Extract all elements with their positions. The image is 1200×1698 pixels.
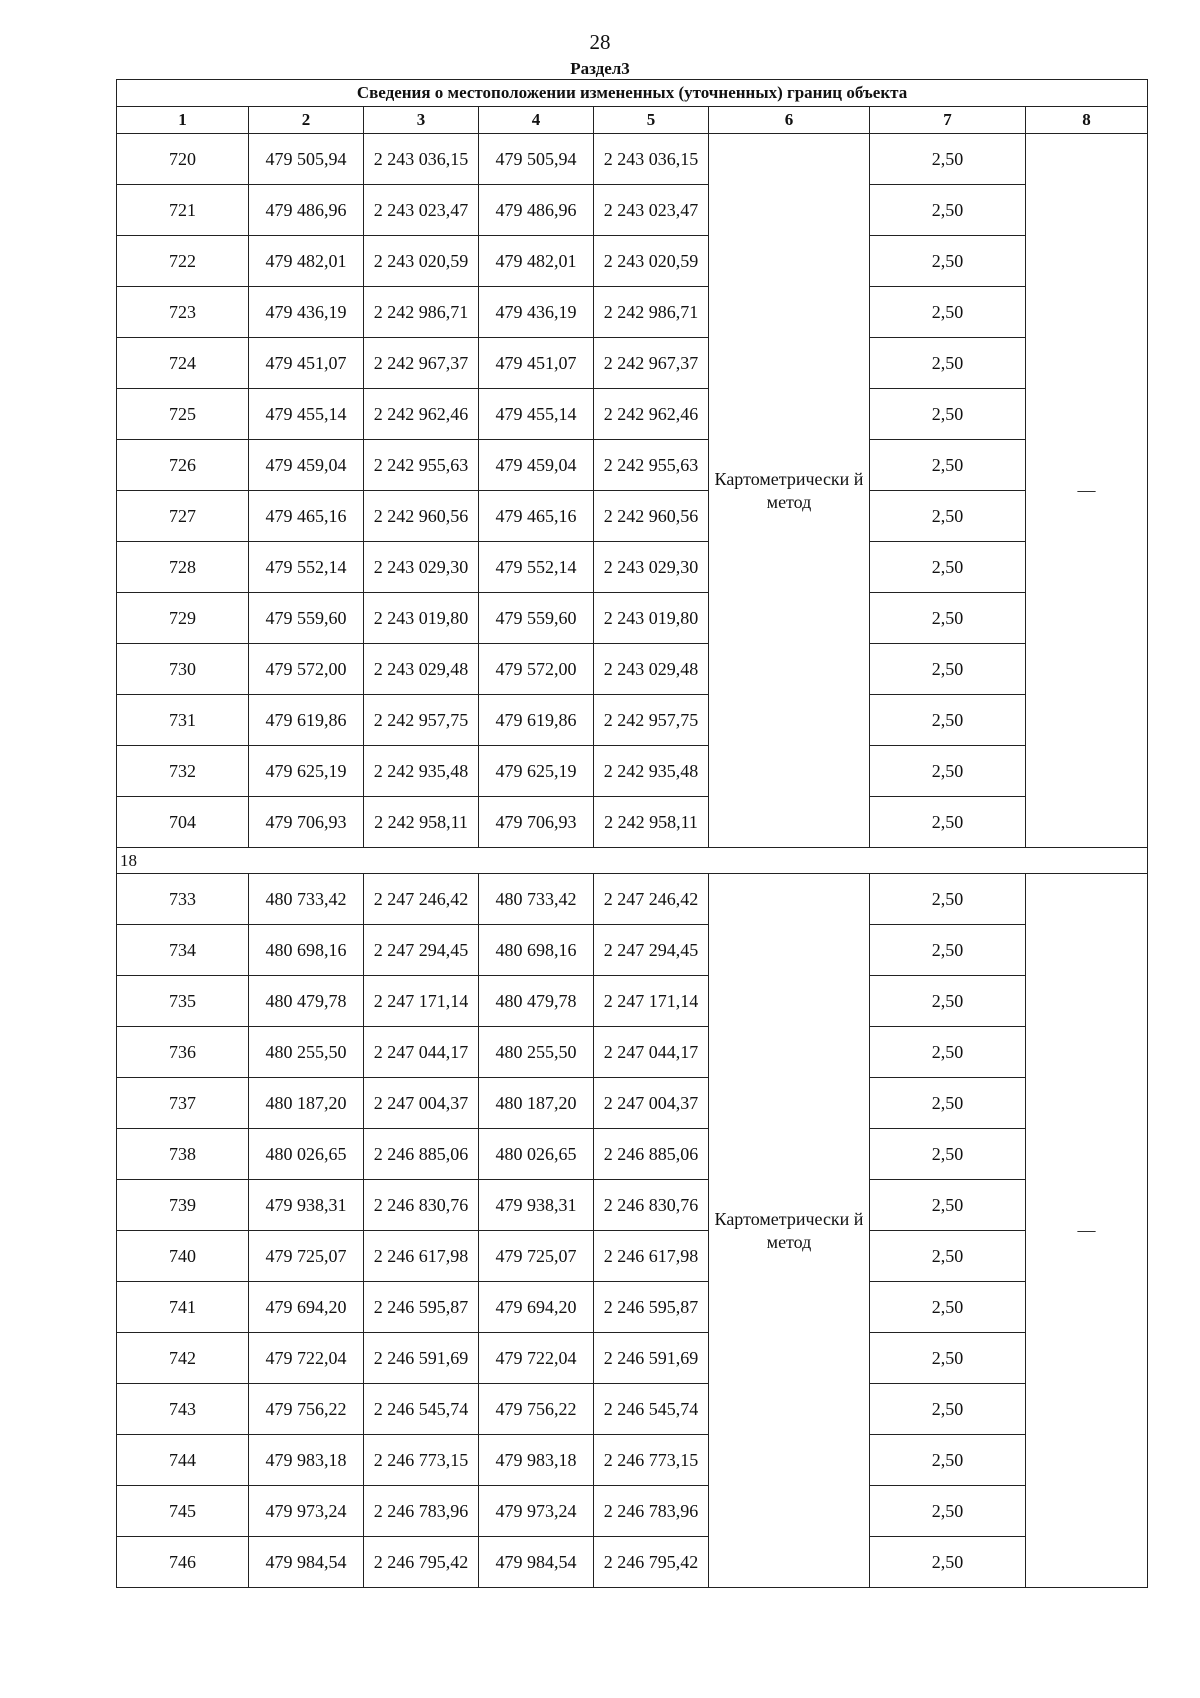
- table-row: [117, 925, 1148, 976]
- accuracy-cell: 2,50: [870, 440, 1026, 491]
- table-caption: Сведения о местоположении измененных (уточненных) границ объекта: [117, 80, 1148, 107]
- old-y-cell: 2 246 830,76: [364, 1180, 479, 1231]
- new-x-cell: 479 756,22: [479, 1384, 594, 1435]
- new-x-cell: 480 733,42: [479, 874, 594, 925]
- point-number-cell: 742: [117, 1333, 249, 1384]
- old-x-cell: 480 187,20: [249, 1078, 364, 1129]
- new-y-cell: 2 246 545,74: [594, 1384, 709, 1435]
- new-y-cell: 2 247 004,37: [594, 1078, 709, 1129]
- old-y-cell: 2 246 885,06: [364, 1129, 479, 1180]
- new-y-cell: 2 246 617,98: [594, 1231, 709, 1282]
- old-x-cell: 479 722,04: [249, 1333, 364, 1384]
- new-x-cell: 479 459,04: [479, 440, 594, 491]
- accuracy-cell: 2,50: [870, 1231, 1026, 1282]
- old-y-cell: 2 242 986,71: [364, 287, 479, 338]
- old-y-cell: 2 242 967,37: [364, 338, 479, 389]
- column-8-cell: —: [1026, 874, 1148, 1588]
- old-x-cell: 479 552,14: [249, 542, 364, 593]
- new-x-cell: 480 187,20: [479, 1078, 594, 1129]
- old-x-cell: 479 973,24: [249, 1486, 364, 1537]
- table-row: [117, 746, 1148, 797]
- new-x-cell: 479 505,94: [479, 134, 594, 185]
- table-row: [117, 338, 1148, 389]
- new-x-cell: 479 436,19: [479, 287, 594, 338]
- old-x-cell: 480 479,78: [249, 976, 364, 1027]
- old-y-cell: 2 247 004,37: [364, 1078, 479, 1129]
- table-row: [117, 440, 1148, 491]
- column-header: 4: [479, 107, 594, 134]
- accuracy-cell: 2,50: [870, 1078, 1026, 1129]
- table-row: [117, 644, 1148, 695]
- old-x-cell: 479 619,86: [249, 695, 364, 746]
- old-x-cell: 480 255,50: [249, 1027, 364, 1078]
- group-label: 18: [117, 848, 1148, 874]
- old-y-cell: 2 242 958,11: [364, 797, 479, 848]
- old-x-cell: 479 505,94: [249, 134, 364, 185]
- old-x-cell: 479 455,14: [249, 389, 364, 440]
- new-y-cell: 2 246 795,42: [594, 1537, 709, 1588]
- old-y-cell: 2 243 029,30: [364, 542, 479, 593]
- old-y-cell: 2 243 036,15: [364, 134, 479, 185]
- page-number: 28: [589, 30, 611, 54]
- old-y-cell: 2 242 962,46: [364, 389, 479, 440]
- old-x-cell: 479 983,18: [249, 1435, 364, 1486]
- accuracy-cell: 2,50: [870, 1486, 1026, 1537]
- new-y-cell: 2 246 591,69: [594, 1333, 709, 1384]
- new-x-cell: 479 984,54: [479, 1537, 594, 1588]
- new-x-cell: 480 479,78: [479, 976, 594, 1027]
- point-number-cell: 739: [117, 1180, 249, 1231]
- point-number-cell: 704: [117, 797, 249, 848]
- new-x-cell: 479 451,07: [479, 338, 594, 389]
- column-header: 6: [709, 107, 870, 134]
- old-x-cell: 480 733,42: [249, 874, 364, 925]
- old-y-cell: 2 246 773,15: [364, 1435, 479, 1486]
- new-y-cell: 2 247 171,14: [594, 976, 709, 1027]
- new-x-cell: 479 619,86: [479, 695, 594, 746]
- method-cell: Картометрически й метод: [709, 874, 870, 1588]
- point-number-cell: 746: [117, 1537, 249, 1588]
- new-x-cell: 479 572,00: [479, 644, 594, 695]
- new-y-cell: 2 246 885,06: [594, 1129, 709, 1180]
- table-caption-row: [117, 80, 1148, 107]
- point-number-cell: 720: [117, 134, 249, 185]
- coordinates-table: [116, 79, 1148, 1588]
- new-x-cell: 479 486,96: [479, 185, 594, 236]
- table-row: [117, 1027, 1148, 1078]
- table-row: [117, 797, 1148, 848]
- new-y-cell: 2 242 986,71: [594, 287, 709, 338]
- accuracy-cell: 2,50: [870, 134, 1026, 185]
- old-y-cell: 2 247 044,17: [364, 1027, 479, 1078]
- accuracy-cell: 2,50: [870, 976, 1026, 1027]
- table-row: [117, 976, 1148, 1027]
- old-y-cell: 2 247 294,45: [364, 925, 479, 976]
- old-x-cell: 479 694,20: [249, 1282, 364, 1333]
- new-y-cell: 2 243 029,48: [594, 644, 709, 695]
- table-row: [117, 185, 1148, 236]
- table-row: [117, 874, 1148, 925]
- old-x-cell: 479 725,07: [249, 1231, 364, 1282]
- accuracy-cell: 2,50: [870, 236, 1026, 287]
- new-y-cell: 2 243 020,59: [594, 236, 709, 287]
- new-y-cell: 2 242 967,37: [594, 338, 709, 389]
- new-y-cell: 2 247 294,45: [594, 925, 709, 976]
- old-x-cell: 480 026,65: [249, 1129, 364, 1180]
- old-x-cell: 479 938,31: [249, 1180, 364, 1231]
- new-x-cell: 479 625,19: [479, 746, 594, 797]
- column-header: 5: [594, 107, 709, 134]
- old-x-cell: 479 459,04: [249, 440, 364, 491]
- accuracy-cell: 2,50: [870, 491, 1026, 542]
- table-row: [117, 1537, 1148, 1588]
- new-y-cell: 2 242 962,46: [594, 389, 709, 440]
- new-x-cell: 479 482,01: [479, 236, 594, 287]
- old-y-cell: 2 243 019,80: [364, 593, 479, 644]
- table-body: [117, 80, 1148, 1588]
- point-number-cell: 745: [117, 1486, 249, 1537]
- new-y-cell: 2 242 960,56: [594, 491, 709, 542]
- accuracy-cell: 2,50: [870, 1537, 1026, 1588]
- table-row: [117, 236, 1148, 287]
- accuracy-cell: 2,50: [870, 1435, 1026, 1486]
- new-x-cell: 479 455,14: [479, 389, 594, 440]
- table-row: [117, 593, 1148, 644]
- point-number-cell: 741: [117, 1282, 249, 1333]
- new-x-cell: 479 694,20: [479, 1282, 594, 1333]
- accuracy-cell: 2,50: [870, 1180, 1026, 1231]
- accuracy-cell: 2,50: [870, 1333, 1026, 1384]
- table-row: [117, 1384, 1148, 1435]
- new-x-cell: 479 983,18: [479, 1435, 594, 1486]
- old-y-cell: 2 247 171,14: [364, 976, 479, 1027]
- old-y-cell: 2 247 246,42: [364, 874, 479, 925]
- new-x-cell: 479 465,16: [479, 491, 594, 542]
- point-number-cell: 725: [117, 389, 249, 440]
- table-row: [117, 542, 1148, 593]
- new-x-cell: 480 026,65: [479, 1129, 594, 1180]
- new-y-cell: 2 246 830,76: [594, 1180, 709, 1231]
- old-y-cell: 2 246 595,87: [364, 1282, 479, 1333]
- new-y-cell: 2 242 935,48: [594, 746, 709, 797]
- column-header: 1: [117, 107, 249, 134]
- column-8-cell: —: [1026, 134, 1148, 848]
- new-x-cell: 479 722,04: [479, 1333, 594, 1384]
- new-x-cell: 479 552,14: [479, 542, 594, 593]
- group-label-row: [117, 848, 1148, 874]
- new-y-cell: 2 246 595,87: [594, 1282, 709, 1333]
- old-y-cell: 2 246 783,96: [364, 1486, 479, 1537]
- accuracy-cell: 2,50: [870, 1384, 1026, 1435]
- point-number-cell: 733: [117, 874, 249, 925]
- new-y-cell: 2 247 246,42: [594, 874, 709, 925]
- old-y-cell: 2 242 960,56: [364, 491, 479, 542]
- old-x-cell: 479 482,01: [249, 236, 364, 287]
- accuracy-cell: 2,50: [870, 338, 1026, 389]
- new-y-cell: 2 242 958,11: [594, 797, 709, 848]
- old-y-cell: 2 242 935,48: [364, 746, 479, 797]
- new-y-cell: 2 242 957,75: [594, 695, 709, 746]
- accuracy-cell: 2,50: [870, 287, 1026, 338]
- table-row: [117, 1078, 1148, 1129]
- old-y-cell: 2 246 795,42: [364, 1537, 479, 1588]
- old-x-cell: 479 756,22: [249, 1384, 364, 1435]
- column-header: 2: [249, 107, 364, 134]
- point-number-cell: 732: [117, 746, 249, 797]
- old-y-cell: 2 242 955,63: [364, 440, 479, 491]
- new-y-cell: 2 243 029,30: [594, 542, 709, 593]
- point-number-cell: 744: [117, 1435, 249, 1486]
- new-y-cell: 2 242 955,63: [594, 440, 709, 491]
- accuracy-cell: 2,50: [870, 593, 1026, 644]
- old-y-cell: 2 243 020,59: [364, 236, 479, 287]
- point-number-cell: 735: [117, 976, 249, 1027]
- new-y-cell: 2 243 019,80: [594, 593, 709, 644]
- new-x-cell: 480 698,16: [479, 925, 594, 976]
- accuracy-cell: 2,50: [870, 1129, 1026, 1180]
- accuracy-cell: 2,50: [870, 644, 1026, 695]
- point-number-cell: 740: [117, 1231, 249, 1282]
- column-header: 7: [870, 107, 1026, 134]
- new-y-cell: 2 246 783,96: [594, 1486, 709, 1537]
- point-number-cell: 728: [117, 542, 249, 593]
- accuracy-cell: 2,50: [870, 746, 1026, 797]
- table-row: [117, 389, 1148, 440]
- accuracy-cell: 2,50: [870, 695, 1026, 746]
- old-x-cell: 479 559,60: [249, 593, 364, 644]
- new-x-cell: 479 938,31: [479, 1180, 594, 1231]
- old-x-cell: 479 625,19: [249, 746, 364, 797]
- new-x-cell: 480 255,50: [479, 1027, 594, 1078]
- accuracy-cell: 2,50: [870, 1282, 1026, 1333]
- table-row: [117, 1435, 1148, 1486]
- old-y-cell: 2 242 957,75: [364, 695, 479, 746]
- column-header: 8: [1026, 107, 1148, 134]
- table-row: [117, 695, 1148, 746]
- old-x-cell: 479 984,54: [249, 1537, 364, 1588]
- method-cell: Картометрически й метод: [709, 134, 870, 848]
- new-x-cell: 479 725,07: [479, 1231, 594, 1282]
- table-row: [117, 134, 1148, 185]
- accuracy-cell: 2,50: [870, 389, 1026, 440]
- point-number-cell: 721: [117, 185, 249, 236]
- new-y-cell: 2 243 036,15: [594, 134, 709, 185]
- accuracy-cell: 2,50: [870, 542, 1026, 593]
- point-number-cell: 743: [117, 1384, 249, 1435]
- table-row: [117, 287, 1148, 338]
- old-y-cell: 2 246 545,74: [364, 1384, 479, 1435]
- point-number-cell: 726: [117, 440, 249, 491]
- point-number-cell: 734: [117, 925, 249, 976]
- accuracy-cell: 2,50: [870, 797, 1026, 848]
- old-y-cell: 2 243 023,47: [364, 185, 479, 236]
- new-x-cell: 479 706,93: [479, 797, 594, 848]
- old-y-cell: 2 243 029,48: [364, 644, 479, 695]
- old-x-cell: 479 451,07: [249, 338, 364, 389]
- old-x-cell: 479 465,16: [249, 491, 364, 542]
- point-number-cell: 723: [117, 287, 249, 338]
- point-number-cell: 730: [117, 644, 249, 695]
- point-number-cell: 737: [117, 1078, 249, 1129]
- point-number-cell: 736: [117, 1027, 249, 1078]
- table-row: [117, 1486, 1148, 1537]
- accuracy-cell: 2,50: [870, 925, 1026, 976]
- accuracy-cell: 2,50: [870, 185, 1026, 236]
- point-number-cell: 731: [117, 695, 249, 746]
- new-x-cell: 479 559,60: [479, 593, 594, 644]
- new-y-cell: 2 246 773,15: [594, 1435, 709, 1486]
- old-y-cell: 2 246 591,69: [364, 1333, 479, 1384]
- new-y-cell: 2 243 023,47: [594, 185, 709, 236]
- new-x-cell: 479 973,24: [479, 1486, 594, 1537]
- column-header-row: [117, 107, 1148, 134]
- point-number-cell: 727: [117, 491, 249, 542]
- section-title: Раздел3: [570, 59, 630, 78]
- old-x-cell: 479 436,19: [249, 287, 364, 338]
- point-number-cell: 724: [117, 338, 249, 389]
- old-x-cell: 480 698,16: [249, 925, 364, 976]
- table-row: [117, 1231, 1148, 1282]
- table-row: [117, 491, 1148, 542]
- old-x-cell: 479 572,00: [249, 644, 364, 695]
- old-y-cell: 2 246 617,98: [364, 1231, 479, 1282]
- point-number-cell: 738: [117, 1129, 249, 1180]
- accuracy-cell: 2,50: [870, 874, 1026, 925]
- table-row: [117, 1282, 1148, 1333]
- column-header: 3: [364, 107, 479, 134]
- new-y-cell: 2 247 044,17: [594, 1027, 709, 1078]
- table-row: [117, 1333, 1148, 1384]
- point-number-cell: 722: [117, 236, 249, 287]
- table-row: [117, 1129, 1148, 1180]
- old-x-cell: 479 486,96: [249, 185, 364, 236]
- table-row: [117, 1180, 1148, 1231]
- point-number-cell: 729: [117, 593, 249, 644]
- accuracy-cell: 2,50: [870, 1027, 1026, 1078]
- old-x-cell: 479 706,93: [249, 797, 364, 848]
